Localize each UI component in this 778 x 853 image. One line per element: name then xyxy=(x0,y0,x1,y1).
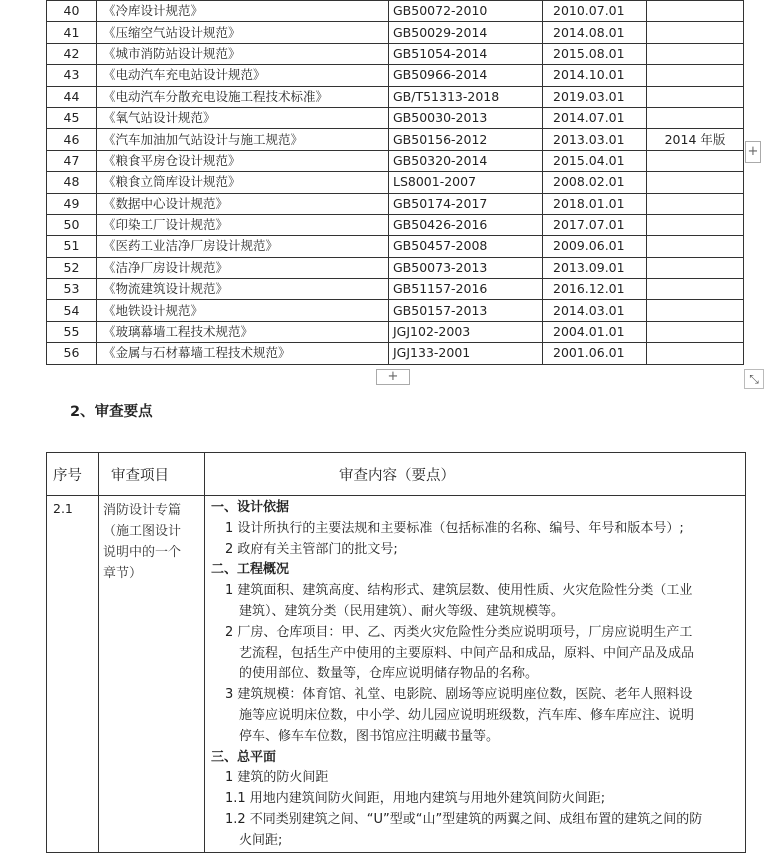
cell-code: GB50072-2010 xyxy=(389,1,543,22)
cell-name: 《电动汽车分散充电设施工程技术标准》 xyxy=(97,86,389,107)
cell-no: 47 xyxy=(47,150,97,171)
cell-note xyxy=(647,214,744,235)
standards-table-body xyxy=(47,1,744,365)
content-line: 2 厂房、仓库项目：甲、乙、丙类火灾危险性分类应说明项号，厂房应说明生产工 xyxy=(225,624,693,640)
cell-no: 55 xyxy=(47,321,97,342)
cell-name: 《医药工业洁净厂房设计规范》 xyxy=(97,236,389,257)
section-title-site-plan: 三、总平面 xyxy=(211,749,277,765)
cell-no: 45 xyxy=(47,107,97,128)
cell-code: GB50156-2012 xyxy=(389,129,543,150)
table-row xyxy=(47,1,744,22)
cell-date: 2013.03.01 xyxy=(543,129,647,150)
content-line: 1.1 用地内建筑间防火间距，用地内建筑与用地外建筑间防火间距; xyxy=(225,791,606,807)
cell-date: 2018.01.01 xyxy=(543,193,647,214)
cell-name: 《粮食平房仓设计规范》 xyxy=(97,150,389,171)
content-line: 1.2 不同类别建筑之间、“U”型或“山”型建筑的两翼之间、成组布置的建筑之间的防 xyxy=(225,811,703,827)
cell-code: GB50174-2017 xyxy=(389,193,543,214)
cell-name: 《地铁设计规范》 xyxy=(97,300,389,321)
cell-note xyxy=(647,86,744,107)
table-row xyxy=(47,86,744,107)
row-item xyxy=(99,496,205,853)
table-resize-handle-icon[interactable]: ⤡ xyxy=(744,369,764,389)
cell-code: GB50426-2016 xyxy=(389,214,543,235)
item-line: 消防设计专篇 xyxy=(103,503,182,518)
cell-no: 54 xyxy=(47,300,97,321)
cell-no: 50 xyxy=(47,214,97,235)
content-line: 停车、修车车位数，图书馆应注明藏书量等。 xyxy=(239,728,500,744)
cell-name: 《印染工厂设计规范》 xyxy=(97,214,389,235)
table-row xyxy=(47,107,744,128)
header-no: 序号 xyxy=(47,453,99,496)
row-no: 2.1 xyxy=(47,496,99,853)
table-row xyxy=(47,150,744,171)
item-line: （施工图设计 xyxy=(103,524,182,539)
cell-name: 《汽车加油加气站设计与施工规范》 xyxy=(97,129,389,150)
cell-note xyxy=(647,172,744,193)
cell-date: 2016.12.01 xyxy=(543,279,647,300)
cell-date: 2014.03.01 xyxy=(543,300,647,321)
cell-date: 2010.07.01 xyxy=(543,1,647,22)
add-row-button[interactable]: + xyxy=(745,141,761,163)
cell-no: 51 xyxy=(47,236,97,257)
review-table-header-row xyxy=(47,453,746,496)
content-line: 3 建筑规模：体育馆、礼堂、电影院、剧场等应说明座位数，医院、老年人照料设 xyxy=(225,687,693,703)
cell-name: 《金属与石材幕墙工程技术规范》 xyxy=(97,343,389,364)
cell-no: 52 xyxy=(47,257,97,278)
cell-note xyxy=(647,343,744,364)
cell-note xyxy=(647,65,744,86)
cell-note xyxy=(647,257,744,278)
cell-no: 53 xyxy=(47,279,97,300)
table-row xyxy=(47,193,744,214)
cell-code: GB50457-2008 xyxy=(389,236,543,257)
cell-code: LS8001-2007 xyxy=(389,172,543,193)
cell-no: 41 xyxy=(47,22,97,43)
cell-date: 2009.06.01 xyxy=(543,236,647,257)
section-heading: 2、审查要点 xyxy=(70,404,153,420)
standards-table xyxy=(46,0,744,365)
table-row xyxy=(47,321,744,342)
cell-note xyxy=(647,150,744,171)
table-row xyxy=(47,236,744,257)
section-title-basis: 一、设计依据 xyxy=(211,500,290,515)
cell-name: 《洁净厂房设计规范》 xyxy=(97,257,389,278)
cell-code: GB50030-2013 xyxy=(389,107,543,128)
cell-no: 43 xyxy=(47,65,97,86)
table-row xyxy=(47,300,744,321)
cell-note xyxy=(647,193,744,214)
cell-name: 《玻璃幕墙工程技术规范》 xyxy=(97,321,389,342)
cell-note xyxy=(647,43,744,64)
cell-code: JGJ133-2001 xyxy=(389,343,543,364)
review-table xyxy=(46,452,746,853)
cell-date: 2004.01.01 xyxy=(543,321,647,342)
item-line: 章节） xyxy=(103,566,143,581)
add-column-button[interactable]: + xyxy=(376,369,410,385)
cell-note xyxy=(647,321,744,342)
content-line: 1 建筑的防火间距 xyxy=(225,770,329,786)
table-row xyxy=(47,214,744,235)
cell-date: 2013.09.01 xyxy=(543,257,647,278)
cell-code: GB50029-2014 xyxy=(389,22,543,43)
cell-code: GB51157-2016 xyxy=(389,279,543,300)
section-title-overview: 二、工程概况 xyxy=(211,562,290,578)
cell-no: 44 xyxy=(47,86,97,107)
cell-code: GB/T51313-2018 xyxy=(389,86,543,107)
cell-no: 49 xyxy=(47,193,97,214)
table-row xyxy=(47,129,744,150)
cell-code: GB50073-2013 xyxy=(389,257,543,278)
cell-note xyxy=(647,236,744,257)
row-content xyxy=(205,496,746,853)
cell-date: 2015.08.01 xyxy=(543,43,647,64)
table-row xyxy=(47,43,744,64)
cell-name: 《冷库设计规范》 xyxy=(97,1,389,22)
content-line: 的使用部位、数量等，仓库应说明储存物品的名称。 xyxy=(239,666,539,682)
item-line: 说明中的一个 xyxy=(103,545,182,560)
cell-no: 40 xyxy=(47,1,97,22)
cell-no: 48 xyxy=(47,172,97,193)
cell-name: 《物流建筑设计规范》 xyxy=(97,279,389,300)
cell-no: 46 xyxy=(47,129,97,150)
table-row xyxy=(47,172,744,193)
cell-note xyxy=(647,300,744,321)
content-line: 1 建筑面积、建筑高度、结构形式、建筑层数、使用性质、火灾危险性分类（工业 xyxy=(225,583,693,599)
table-row xyxy=(47,65,744,86)
content-line: 建筑）、建筑分类（民用建筑）、耐火等级、建筑规模等。 xyxy=(239,603,565,619)
cell-note xyxy=(647,279,744,300)
cell-name: 《城市消防站设计规范》 xyxy=(97,43,389,64)
review-table-row xyxy=(47,496,746,853)
cell-date: 2014.08.01 xyxy=(543,22,647,43)
cell-no: 56 xyxy=(47,343,97,364)
cell-code: JGJ102-2003 xyxy=(389,321,543,342)
cell-date: 2015.04.01 xyxy=(543,150,647,171)
cell-date: 2017.07.01 xyxy=(543,214,647,235)
cell-date: 2014.10.01 xyxy=(543,65,647,86)
header-item: 审查项目 xyxy=(99,453,205,496)
cell-name: 《压缩空气站设计规范》 xyxy=(97,22,389,43)
table-row xyxy=(47,22,744,43)
content-line: 火间距; xyxy=(239,832,283,848)
cell-date: 2014.07.01 xyxy=(543,107,647,128)
table-row xyxy=(47,257,744,278)
content-line: 艺流程，包括生产中使用的主要原料、中间产品和成品，原料、中间产品及成品 xyxy=(239,645,695,661)
cell-date: 2008.02.01 xyxy=(543,172,647,193)
cell-name: 《粮食立筒库设计规范》 xyxy=(97,172,389,193)
cell-name: 《氧气站设计规范》 xyxy=(97,107,389,128)
content-line: 2 政府有关主管部门的批文号; xyxy=(225,541,398,557)
cell-code: GB50320-2014 xyxy=(389,150,543,171)
cell-note xyxy=(647,1,744,22)
cell-code: GB50157-2013 xyxy=(389,300,543,321)
cell-code: GB51054-2014 xyxy=(389,43,543,64)
cell-name: 《电动汽车充电站设计规范》 xyxy=(97,65,389,86)
header-content: 审查内容（要点） xyxy=(205,453,746,496)
table-row xyxy=(47,343,744,364)
cell-code: GB50966-2014 xyxy=(389,65,543,86)
cell-date: 2001.06.01 xyxy=(543,343,647,364)
table-row xyxy=(47,279,744,300)
cell-note: 2014 年版 xyxy=(647,129,744,150)
cell-name: 《数据中心设计规范》 xyxy=(97,193,389,214)
cell-date: 2019.03.01 xyxy=(543,86,647,107)
cell-no: 42 xyxy=(47,43,97,64)
cell-note xyxy=(647,22,744,43)
cell-note xyxy=(647,107,744,128)
content-line: 1 设计所执行的主要法规和主要标准（包括标准的名称、编号、年号和版本号）; xyxy=(225,520,684,536)
content-line: 施等应说明床位数，中小学、幼儿园应说明班级数，汽车库、修车库应注、说明 xyxy=(239,707,695,723)
